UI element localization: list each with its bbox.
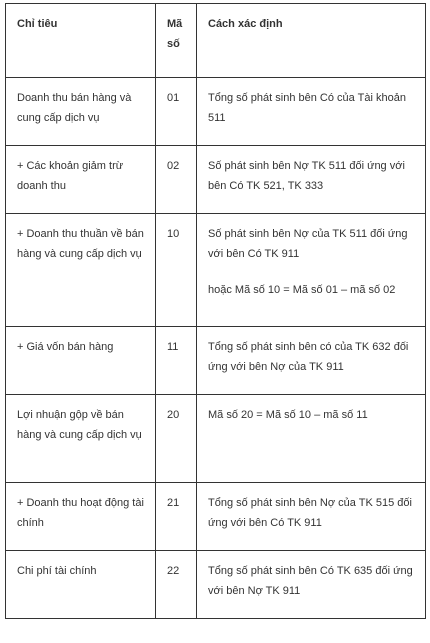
method-line: Số phát sinh bên Nợ của TK 511 đối ứng với bên Có TK 911 xyxy=(208,228,408,260)
table-row xyxy=(6,551,426,619)
row-method xyxy=(197,551,426,619)
row-indicator: Doanh thu bán hàng và cung cấp dịch vụ xyxy=(6,78,156,146)
table-row xyxy=(6,214,426,327)
row-code: 22 xyxy=(156,551,197,619)
row-method xyxy=(197,327,426,395)
method-line: Mã số 20 = Mã số 10 – mã số 11 xyxy=(208,409,368,421)
row-indicator: Lợi nhuận gộp về bán hàng và cung cấp dịch vụ xyxy=(6,395,156,483)
table-row xyxy=(6,327,426,395)
table-row xyxy=(6,395,426,483)
row-code: 20 xyxy=(156,395,197,483)
row-code: 10 xyxy=(156,214,197,327)
row-method xyxy=(197,78,426,146)
header-indicator: Chỉ tiêu xyxy=(6,4,156,78)
header-method: Cách xác định xyxy=(197,4,426,78)
row-indicator: + Các khoản giảm trừ doanh thu xyxy=(6,146,156,214)
table-row xyxy=(6,483,426,551)
row-indicator: + Doanh thu hoạt động tài chính xyxy=(6,483,156,551)
row-indicator: + Doanh thu thuần về bán hàng và cung cấp dịch vụ xyxy=(6,214,156,327)
row-code: 02 xyxy=(156,146,197,214)
row-method xyxy=(197,214,426,327)
method-line: Tổng số phát sinh bên Có của Tài khoản 511 xyxy=(208,92,406,124)
row-method xyxy=(197,483,426,551)
row-indicator: Chi phí tài chính xyxy=(6,551,156,619)
row-method xyxy=(197,395,426,483)
method-line: Tổng số phát sinh bên Nợ của TK 515 đối ứng với bên Có TK 911 xyxy=(208,497,412,529)
table-row xyxy=(6,78,426,146)
row-indicator: + Giá vốn bán hàng xyxy=(6,327,156,395)
table-header-row xyxy=(6,4,426,78)
method-line: Tổng số phát sinh bên có của TK 632 đối ứng với bên Nợ của TK 911 xyxy=(208,341,409,373)
row-code: 01 xyxy=(156,78,197,146)
table-row xyxy=(6,146,426,214)
row-method xyxy=(197,146,426,214)
header-code: Mã số xyxy=(156,4,197,78)
method-line: Số phát sinh bên Nợ TK 511 đối ứng với bên Có TK 521, TK 333 xyxy=(208,160,405,192)
row-code: 11 xyxy=(156,327,197,395)
method-line: hoặc Mã số 10 = Mã số 01 – mã số 02 xyxy=(208,284,396,296)
row-code: 21 xyxy=(156,483,197,551)
method-line: Tổng số phát sinh bên Có TK 635 đối ứng với bên Nợ TK 911 xyxy=(208,565,413,597)
income-statement-table xyxy=(5,3,426,619)
